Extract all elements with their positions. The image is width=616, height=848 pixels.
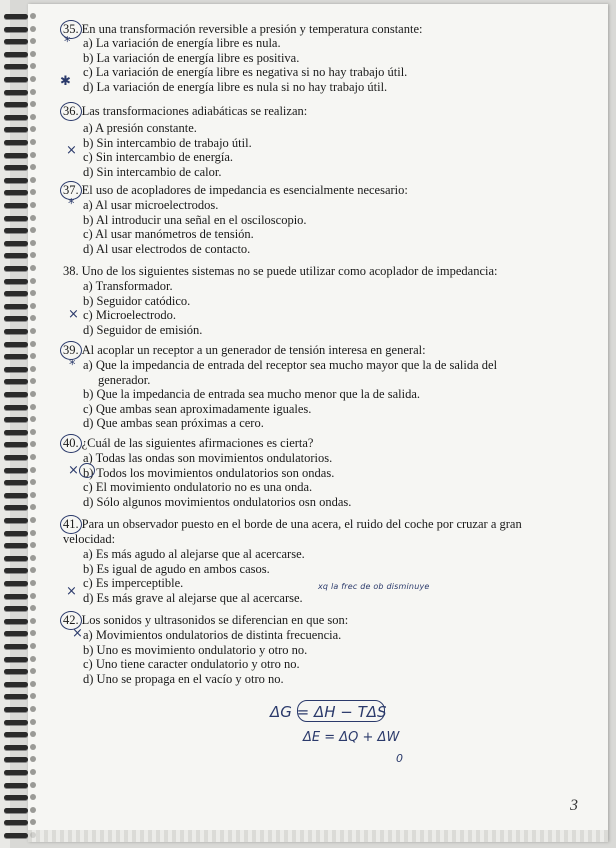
option-b: b) Es igual de agudo en ambos casos. [83,561,270,576]
option-a: a) La variación de energía libre es nula. [83,36,281,50]
option-d: d) Sin intercambio de calor. [83,164,222,179]
question-text-continuation: velocidad: [63,532,116,546]
option-b: b) Seguidor catódico. [83,293,191,308]
answer-mark-icon: × [68,307,79,322]
option-a: a) Todas las ondas son movimientos ondulatorios. [83,451,333,465]
question-number: 39. [63,343,79,357]
option-d: d) Seguidor de emisión. [83,322,203,337]
option-a: a) Transformador. [83,279,173,293]
option-a: a) A presión constante. [83,121,197,135]
circle-mark-40b [79,463,95,478]
question-38 [63,264,563,337]
option-d: d) Al usar electrodos de contacto. [83,241,251,256]
question-text: Uno de los siguientes sistemas no se puede utilizar como acoplador de impedancia: [81,264,498,278]
option-b: b) Sin intercambio de trabajo útil. [83,135,252,150]
answer-mark-icon: × [68,463,79,478]
formula-circle [297,700,385,722]
question-text: El uso de acopladores de impedancia es esencialmente necesario: [81,183,408,197]
circle-mark-41 [60,515,82,534]
question-text: Los sonidos y ultrasonidos se diferencian en que son: [81,613,349,627]
question-36 [63,104,563,179]
question-number: 37. [63,183,79,197]
handwritten-formula-energy: ΔE = ΔQ + ΔW [303,730,400,745]
answer-mark-icon: × [66,584,77,599]
option-a-continuation: generador. [98,372,151,387]
question-41 [63,517,563,605]
handwritten-note-41: xq la frec de ob disminuye [318,582,430,591]
option-d: d) La variación de energía libre es nula si no hay trabajo útil. [83,79,388,94]
question-35 [63,22,563,94]
option-b: b) Al introducir una señal en el osciloscopio. [83,212,307,227]
option-b: b) Uno es movimiento ondulatorio y otro no. [83,642,308,657]
circle-mark-36 [60,102,82,121]
option-c: c) Al usar manómetros de tensión. [83,227,254,241]
question-number: 41. [63,517,79,531]
option-a: a) Movimientos ondulatorios de distinta frecuencia. [83,628,342,642]
option-d: d) Es más grave al alejarse que al acercarse. [83,590,303,605]
question-number: 40. [63,436,79,450]
option-b: b) Que la impedancia de entrada sea mucho menor que la de salida. [83,387,421,401]
question-number: 36. [63,104,79,118]
option-c: c) Es imperceptible. [83,576,184,590]
question-39 [63,343,563,431]
question-text: ¿Cuál de las siguientes afirmaciones es cierta? [81,436,314,450]
answer-mark-icon: ✱ [60,74,71,89]
option-c: c) Que ambas sean aproximadamente iguales. [83,401,312,416]
question-text: En una transformación reversible a presión y temperatura constante: [81,22,423,36]
option-b: b) Todos los movimientos ondulatorios son ondas. [83,465,335,480]
handwritten-formula-gibbs: ΔG = ΔH − TΔS [270,703,387,721]
answer-mark-icon: * [68,197,75,212]
answer-mark-icon: * [64,35,71,50]
option-c: c) Microelectrodo. [83,308,177,322]
question-37 [63,183,563,256]
question-text: Las transformaciones adiabáticas se realizan: [81,104,308,118]
page-number: 3 [570,797,578,814]
option-a: a) Al usar microelectrodos. [83,198,219,212]
option-c: c) La variación de energía libre es negativa si no hay trabajo útil. [83,65,408,79]
answer-mark-icon: × [66,143,77,158]
option-d: d) Uno se propaga en el vacío y otro no. [83,671,284,686]
question-42 [63,613,563,686]
circle-mark-40 [60,434,82,453]
handwritten-zero: 0 [396,752,403,765]
option-c: c) Uno tiene caracter ondulatorio y otro no. [83,657,300,671]
answer-mark-icon: * [69,358,76,373]
option-a: a) Es más agudo al alejarse que al acercarse. [83,547,305,561]
question-number: 38. [63,264,79,278]
question-number: 35. [63,22,79,36]
option-d: d) Sólo algunos movimientos ondulatorios osn ondas. [83,494,352,509]
question-40 [63,436,563,509]
option-d: d) Que ambas sean próximas a cero. [83,416,264,430]
answer-mark-icon: × [72,626,83,641]
option-a: a) Que la impedancia de entrada del receptor sea mucho mayor que la de salida del [83,358,498,372]
option-c: c) Sin intercambio de energía. [83,150,234,164]
question-number: 42. [63,613,79,627]
option-b: b) La variación de energía libre es positiva. [83,50,300,65]
option-c: c) El movimiento ondulatorio no es una onda. [83,480,313,494]
question-text: Para un observador puesto en el borde de una acera, el ruido del coche por cruzar a gran [81,517,522,531]
question-text: Al acoplar un receptor a un generador de tensión interesa en general: [81,343,426,357]
